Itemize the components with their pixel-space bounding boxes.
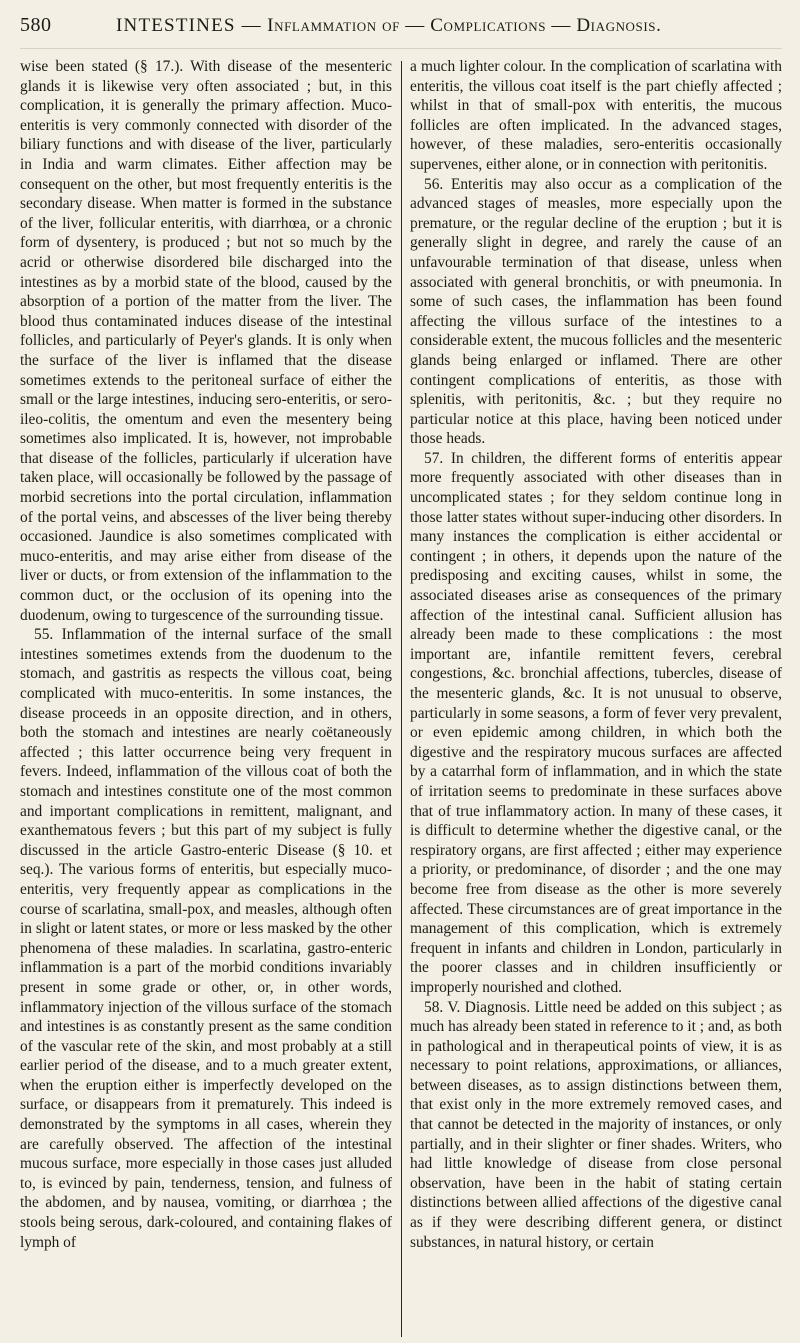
column-divider	[401, 61, 402, 1337]
paragraph-56: 56. Enteritis may also occur as a complication of the advanced stages of measles, more especially upon the premature, or the regular decline of the eruption ; but it is generally slight in degree, and rarely the cause of an unfavourable termination of that disease, unless when associated with general bronchitis, or with pneumonia. In some of such cases, the inflammation has been found affecting the villous surface of the intestines to a considerable extent, the mucous follicles and the mesenteric glands being enlarged or inflamed. There are other contingent complications of enteritis, as those with splenitis, with peritonitis, &c. ; but they require no particular notice at this place, having been noticed under those heads.	[410, 175, 782, 448]
paragraph-right-1: a much lighter colour. In the complication of scarlatina with enteritis, the villous coat itself is the part chiefly affected ; whilst in that of small-pox with enteritis, the mucous follicles are often implicated. In the advanced stages, however, of these maladies, sero-enteritis occasionally supervenes, either alone, or in connection with peritonitis.	[410, 58, 782, 173]
right-column	[410, 57, 782, 1341]
page-number: 580	[20, 14, 52, 36]
paragraph-57: 57. In children, the different forms of enteritis appear more frequently associated with other diseases than in uncomplicated states ; for they seldom continue long in those latter states without super-inducing other disorders. In many instances the complication is either accidental or contingent ; in others, it depends upon the nature of the predisposing and exciting causes, whilst in some, the associated diseases arise as consequences of the primary affection of the intestinal canal. Sufficient allusion has already been made to these complications : the most important are, infantile remittent fevers, cerebral congestions, &c. bronchial affections, tubercles, disease of the mesenteric glands, &c. It is not unusual to observe, particularly in some seasons, a form of fever very prevalent, or even epidemic among children, in which both the digestive and the respiratory mucous surfaces are affected by a catarrhal form of inflammation, and in which the state of irritation seems to predominate in these surfaces above that of true inflammatory action. In many of these cases, it is difficult to determine whether the digestive canal, or the respiratory organs, are first affected ; either may experience a priority, or predominance, of disorder ; and the one may become free from disease as the other is more severely affected. These circumstances are of great importance in the management of this complication, which is extremely frequent in infants and children in London, particularly in the poorer classes and in children insufficiently or improperly nourished and clothed.	[410, 449, 782, 996]
page-header	[20, 14, 782, 49]
running-head-title: INTESTINES —	[116, 15, 262, 36]
running-head-subtitle: Inflammation of — Complications — Diagnosis.	[267, 15, 662, 36]
running-head	[116, 15, 661, 37]
left-column	[20, 57, 392, 1341]
paragraph-55: 55. Inflammation of the internal surface of the small intestines sometimes extends from the duodenum to the stomach, and gastritis as respects the villous coat, being complicated with muco-enteritis. In some instances, the disease proceeds in an opposite direction, and in others, both the stomach and intestines are nearly coëtaneously affected ; this latter occurrence being very frequent in fevers. Indeed, inflammation of the villous coat of both the stomach and intestines constitute one of the most common and important complications in remittent, malignant, and exanthematous fevers ; but this part of my subject is fully discussed in the article Gastro-enteric Disease (§ 10. et seq.). The various forms of enteritis, but especially muco-enteritis, very frequently appear as complications in the course of scarlatina, small-pox, and measles, although often in slight or latent states, or more or less masked by the other phenomena of these maladies. In scarlatina, gastro-enteric inflammation is a part of the morbid conditions invariably present in some grade or other, or, in other words, inflammatory injection of the villous surface of the stomach and intestines is as constantly present as the same condition of the vascular rete of the skin, and most probably at a still earlier period of the disease, and to a much greater extent, when the eruption either is imperfectly developed on the surface, or disappears from it prematurely. This indeed is demonstrated by the symptoms in all cases, wherein they are carefully observed. The affection of the intestinal mucous surface, more especially in those cases just alluded to, is evinced by pain, tenderness, tension, and fulness of the abdomen, and by nausea, vomiting, or diarrhœa ; the stools being serous, dark-coloured, and containing flakes of lymph of	[20, 626, 392, 1251]
text-columns	[20, 57, 782, 1341]
paragraph-58: 58. V. Diagnosis. Little need be added on this subject ; as much has already been stated in reference to it ; and, as both in pathological and in therapeutical points of view, it is as necessary to point relations, approximations, or alliances, between diseases, as to assign distinctions between them, that exist only in the more extremely removed cases, and that cannot be detected in the majority of instances, or only partially, and in their slighter or finer shades. Writers, who had little knowledge of disease from close personal observation, have been in the habit of stating certain distinctions between allied affections of the digestive canal as if they were describing different genera, or distinct substances, in natural history, or certain	[410, 998, 782, 1251]
paragraph-left-1: wise been stated (§ 17.). With disease of the mesenteric glands it is likewise very often associated ; but, in this complication, it is generally the primary affection. Muco-enteritis is very commonly connected with disorder of the biliary functions and with disease of the liver, particularly in India and warm climates. Either affection may be consequent on the other, but most frequently enteritis is the secondary disease. When matter is formed in the substance of the liver, follicular enteritis, with diarrhœa, or a chronic form of dysentery, is produced ; but not so much by the acrid or otherwise disordered bile discharged into the intestines as by a morbid state of the blood, caused by the absorption of a portion of the matter from the liver. The blood thus contaminated induces disease of the intestinal follicles, and particularly of Peyer's glands. It is only when the surface of the liver is inflamed that the disease sometimes extends to the peritoneal surface of either the small or the large intestines, inducing sero-enteritis, or sero-ileo-colitis, the omentum and even the mesentery being sometimes also implicated. It is, however, not improbable that disease of the follicles, particularly if ulceration have taken place, will occasionally be followed by the passage of morbid secretions into the portal circulation, inflammation of the portal veins, and abscesses of the liver being thereby occasioned. Jaundice is also sometimes complicated with muco-enteritis, and may arise either from disease of the liver or ducts, or from extension of the inflammation to the common duct, or the occlusion of its opening into the duodenum, owing to turgescence of the surrounding tissue.	[20, 58, 392, 624]
